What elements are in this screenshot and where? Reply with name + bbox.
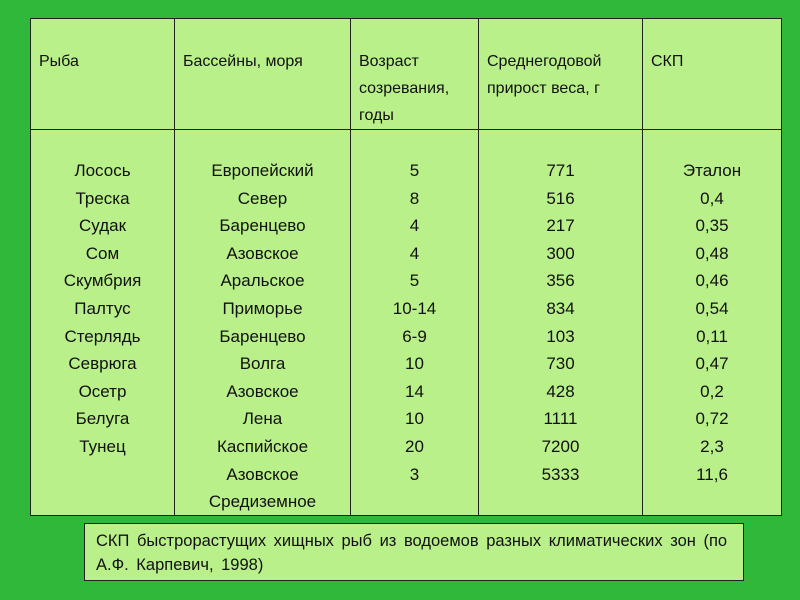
table-cell: 217 bbox=[546, 216, 575, 236]
table-cell: 730 bbox=[546, 354, 575, 374]
table-cell: Лена bbox=[242, 409, 283, 429]
column-header-basins: Бассейны, моря bbox=[175, 19, 350, 130]
table-cell: 834 bbox=[546, 298, 575, 318]
table-cell: 0,11 bbox=[696, 326, 728, 346]
table-cell: 4 bbox=[409, 243, 420, 263]
table-cell: 5333 bbox=[541, 464, 580, 484]
table-cell: 1111 bbox=[543, 409, 578, 429]
table-cell: 5 bbox=[409, 271, 420, 291]
table-cell: 3 bbox=[409, 464, 420, 484]
table-cell: 516 bbox=[546, 188, 575, 208]
table-cell: 0,47 bbox=[695, 354, 729, 374]
table-cell: 10 bbox=[405, 354, 424, 374]
table-cell: 6-9 bbox=[402, 326, 427, 346]
table-cell: 11,6 bbox=[696, 464, 728, 484]
column-maturation-age bbox=[351, 19, 479, 515]
table-caption: СКП быстрорастущих хищных рыб из водоемов разных климатических зон (по А.Ф. Карпевич, 1998) bbox=[84, 523, 744, 581]
table-cell: Европейский bbox=[211, 161, 314, 180]
table-cell: Азовское bbox=[226, 243, 299, 263]
column-basins bbox=[175, 19, 351, 515]
table-cell: Сом bbox=[85, 243, 120, 263]
column-fish bbox=[31, 19, 175, 515]
column-skp bbox=[643, 19, 781, 515]
table-cell: 0,2 bbox=[700, 381, 724, 401]
table-cell: Волга bbox=[239, 354, 286, 374]
column-header-weight-gain: Среднегодовой прирост веса, г bbox=[479, 19, 642, 130]
table-cell: 300 bbox=[546, 243, 575, 263]
table-cell: 14 bbox=[405, 381, 424, 401]
column-body-skp bbox=[643, 157, 781, 488]
table-cell: 8 bbox=[409, 188, 420, 208]
column-weight-gain bbox=[479, 19, 643, 515]
column-body-basins bbox=[175, 157, 350, 516]
table-cell: 771 bbox=[546, 161, 575, 180]
table-cell: Эталон bbox=[682, 161, 742, 180]
table-cell: Севрюга bbox=[68, 354, 137, 374]
column-header-maturation-age: Возраст созревания, годы bbox=[351, 19, 478, 130]
table-cell: Баренцево bbox=[219, 216, 306, 236]
table-cell: 0,35 bbox=[695, 216, 729, 236]
table-cell: 5 bbox=[409, 161, 420, 180]
column-body-fish bbox=[31, 157, 174, 461]
table-cell: Стерлядь bbox=[64, 326, 141, 346]
table-cell: Белуга bbox=[75, 409, 130, 429]
table-cell: 0,72 bbox=[695, 409, 729, 429]
table-cell: Каспийское bbox=[216, 436, 309, 456]
table-cell: Палтус bbox=[74, 298, 131, 318]
table-cell: 4 bbox=[409, 216, 420, 236]
table-cell: Тунец bbox=[79, 436, 126, 456]
table-cell: 10 bbox=[405, 409, 424, 429]
fish-table bbox=[30, 18, 782, 516]
table-cell: Осетр bbox=[78, 381, 127, 401]
table-cell: Север bbox=[237, 188, 288, 208]
column-header-skp: СКП bbox=[643, 19, 781, 130]
table-cell: 20 bbox=[405, 436, 424, 456]
table-cell: Приморье bbox=[222, 298, 303, 318]
column-body-maturation-age bbox=[351, 157, 478, 488]
table-cell: 0,4 bbox=[700, 188, 724, 208]
column-body-weight-gain bbox=[479, 157, 642, 488]
table-cell: Судак bbox=[78, 216, 127, 236]
table-cell: Лосось bbox=[74, 161, 131, 180]
table-cell: Аральское bbox=[220, 271, 305, 291]
table-cell: Баренцево bbox=[219, 326, 306, 346]
table-cell: 428 bbox=[546, 381, 575, 401]
table-cell: Средиземное bbox=[208, 492, 317, 512]
table-cell: 0,48 bbox=[695, 243, 729, 263]
table-cell: Азовское bbox=[226, 464, 299, 484]
table-cell: 356 bbox=[546, 271, 575, 291]
table-cell: 10-14 bbox=[392, 298, 437, 318]
table-cell: 0,46 bbox=[695, 271, 729, 291]
table-cell: Азовское bbox=[226, 381, 299, 401]
table-cell: Треска bbox=[75, 188, 130, 208]
column-header-fish: Рыба bbox=[31, 19, 174, 130]
table-cell: 103 bbox=[546, 326, 575, 346]
table-cell: 2,3 bbox=[700, 436, 724, 456]
table-cell: 7200 bbox=[541, 436, 580, 456]
table-cell: Скумбрия bbox=[63, 271, 142, 291]
table-cell: 0,54 bbox=[695, 298, 729, 318]
